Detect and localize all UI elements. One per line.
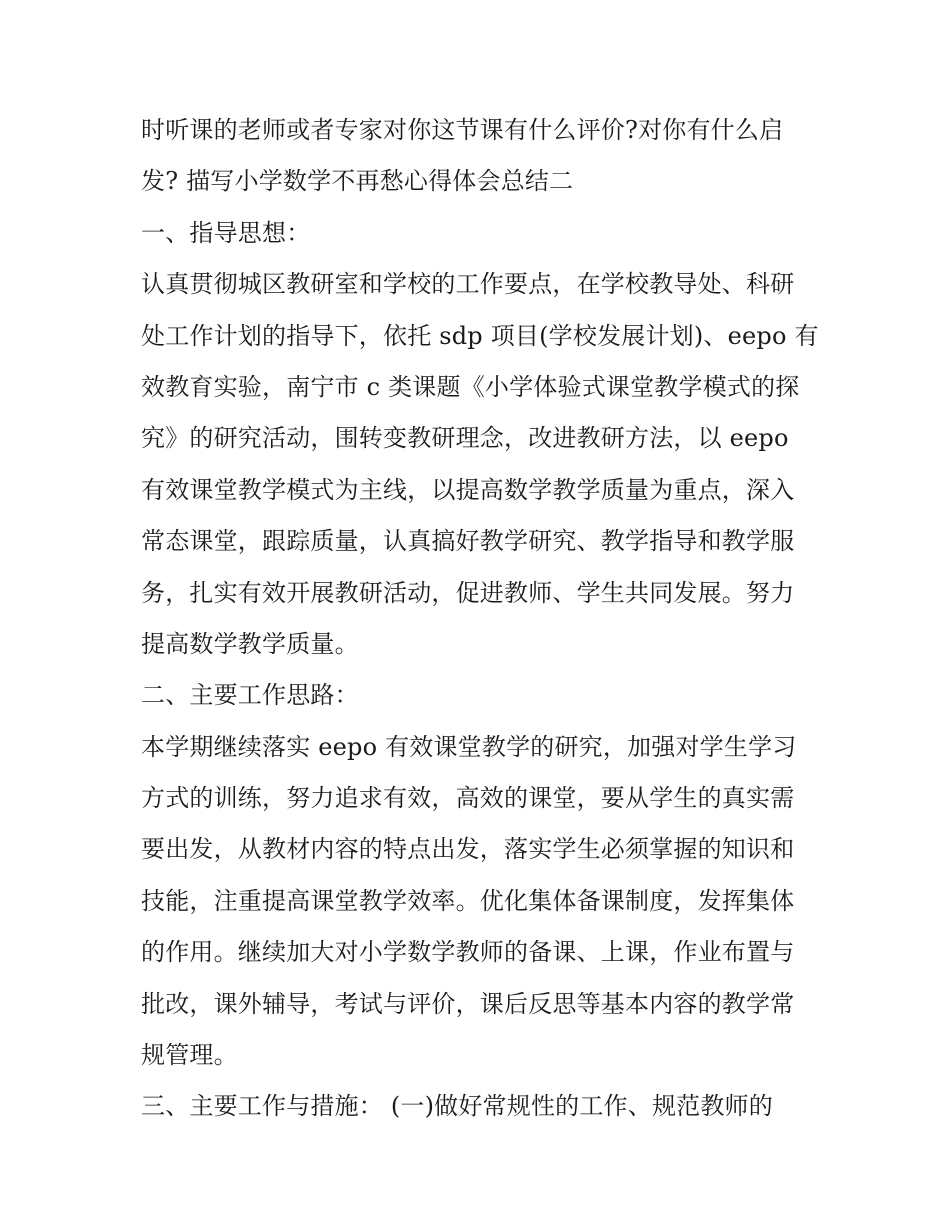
text-line: 的作用。继续加大对小学数学教师的备课、上课，作业布置与 bbox=[141, 938, 795, 967]
text-line: 技能，注重提高课堂教学效率。优化集体备课制度，发挥集体 bbox=[141, 886, 795, 915]
text-line: 规管理。 bbox=[141, 1041, 238, 1070]
text-line: 方式的训练，努力追求有效，高效的课堂，要从学生的真实需 bbox=[141, 784, 795, 813]
text-line: 究》的研究活动，围转变教研理念，改进教研方法，以 eepo bbox=[141, 424, 789, 453]
text-line: 时听课的老师或者专家对你这节课有什么评价?对你有什么启 bbox=[141, 116, 784, 144]
text-line: 处工作计划的指导下，依托 sdp 项目(学校发展计划)、eepo 有 bbox=[141, 321, 819, 350]
text-line: 常态课堂，跟踪质量，认真搞好教学研究、教学指导和教学服 bbox=[141, 527, 795, 556]
section-heading: 三、主要工作与措施： (一)做好常规性的工作、规范教师的 bbox=[141, 1092, 773, 1121]
text-line: 批改，课外辅导，考试与评价，课后反思等基本内容的教学常 bbox=[141, 989, 795, 1018]
text-line: 提高数学教学质量。 bbox=[141, 629, 359, 658]
text-line: 效教育实验，南宁市 c 类课题《小学体验式课堂教学模式的探 bbox=[141, 372, 800, 401]
text-line: 务，扎实有效开展教研活动，促进教师、学生共同发展。努力 bbox=[141, 578, 795, 607]
section-heading: 二、主要工作思路： bbox=[141, 681, 359, 710]
text-line: 要出发，从教材内容的特点出发，落实学生必须掌握的知识和 bbox=[141, 835, 795, 864]
section-heading: 一、指导思想： bbox=[141, 218, 311, 247]
text-line: 发? 描写小学数学不再愁心得体会总结二 bbox=[141, 167, 574, 196]
text-line: 本学期继续落实 eepo 有效课堂教学的研究，加强对学生学习 bbox=[141, 732, 797, 761]
document-body bbox=[141, 105, 821, 1133]
text-line: 有效课堂教学模式为主线，以提高数学教学质量为重点，深入 bbox=[141, 475, 795, 504]
text-line: 认真贯彻城区教研室和学校的工作要点，在学校教导处、科研 bbox=[141, 270, 795, 299]
